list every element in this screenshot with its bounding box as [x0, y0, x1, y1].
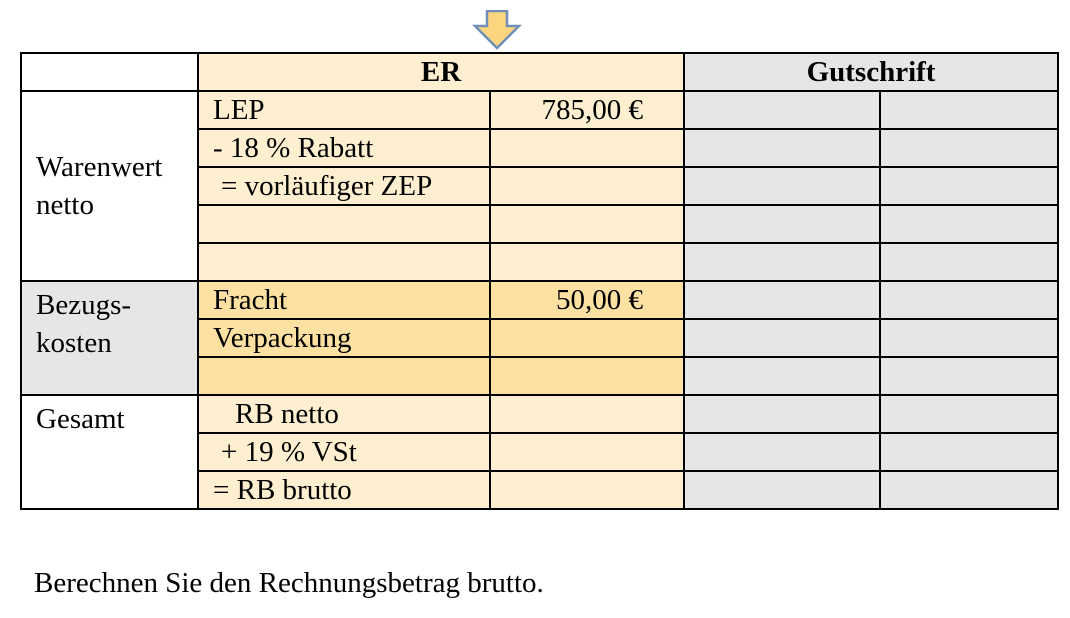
row-label-rabatt: - 18 % Rabatt — [198, 129, 490, 167]
gutschrift-cell — [880, 433, 1058, 471]
gutschrift-cell — [684, 357, 880, 395]
row-label-fracht: Fracht — [198, 281, 490, 319]
row-label-blank — [198, 357, 490, 395]
row-label-rb-netto: RB netto — [198, 395, 490, 433]
gutschrift-cell — [880, 91, 1058, 129]
row-amount-rabatt — [490, 129, 684, 167]
group-gesamt: Gesamt — [21, 395, 198, 509]
gutschrift-cell — [684, 471, 880, 509]
gutschrift-cell — [684, 167, 880, 205]
gutschrift-cell — [684, 205, 880, 243]
group-bezugskosten: Bezugs-kosten — [21, 281, 198, 395]
gutschrift-cell — [880, 319, 1058, 357]
row-label-vst: + 19 % VSt — [198, 433, 490, 471]
header-er: ER — [198, 53, 684, 91]
row-amount-rb-netto — [490, 395, 684, 433]
row-amount-vst — [490, 433, 684, 471]
gutschrift-cell — [684, 91, 880, 129]
row-label-blank — [198, 205, 490, 243]
gutschrift-cell — [880, 471, 1058, 509]
invoice-calculation-table — [20, 52, 1059, 510]
gutschrift-cell — [880, 395, 1058, 433]
gutschrift-cell — [880, 243, 1058, 281]
row-amount-zep — [490, 167, 684, 205]
gutschrift-cell — [880, 281, 1058, 319]
gutschrift-cell — [880, 357, 1058, 395]
table-row — [21, 91, 1058, 129]
gutschrift-cell — [684, 243, 880, 281]
gutschrift-cell — [684, 129, 880, 167]
row-label-rb-brutto: = RB brutto — [198, 471, 490, 509]
table-row — [21, 395, 1058, 433]
row-amount-rb-brutto — [490, 471, 684, 509]
down-arrow-icon — [472, 10, 522, 50]
row-amount-blank — [490, 205, 684, 243]
row-amount-verpackung — [490, 319, 684, 357]
task-instruction: Berechnen Sie den Rechnungsbetrag brutto. — [34, 567, 544, 599]
row-amount-blank — [490, 357, 684, 395]
row-label-verpackung: Verpackung — [198, 319, 490, 357]
group-warenwert-netto: Warenwert netto — [21, 91, 198, 281]
gutschrift-cell — [684, 281, 880, 319]
gutschrift-cell — [880, 129, 1058, 167]
gutschrift-cell — [684, 433, 880, 471]
gutschrift-cell — [684, 395, 880, 433]
header-gutschrift: Gutschrift — [684, 53, 1058, 91]
gutschrift-cell — [684, 319, 880, 357]
corner-cell — [21, 53, 198, 91]
row-amount-lep: 785,00 € — [490, 91, 684, 129]
gutschrift-cell — [880, 205, 1058, 243]
row-label-blank — [198, 243, 490, 281]
row-label-lep: LEP — [198, 91, 490, 129]
row-amount-blank — [490, 243, 684, 281]
row-label-zep: = vorläufiger ZEP — [198, 167, 490, 205]
table-header-row — [21, 53, 1058, 91]
row-amount-fracht: 50,00 € — [490, 281, 684, 319]
table-row — [21, 281, 1058, 319]
gutschrift-cell — [880, 167, 1058, 205]
